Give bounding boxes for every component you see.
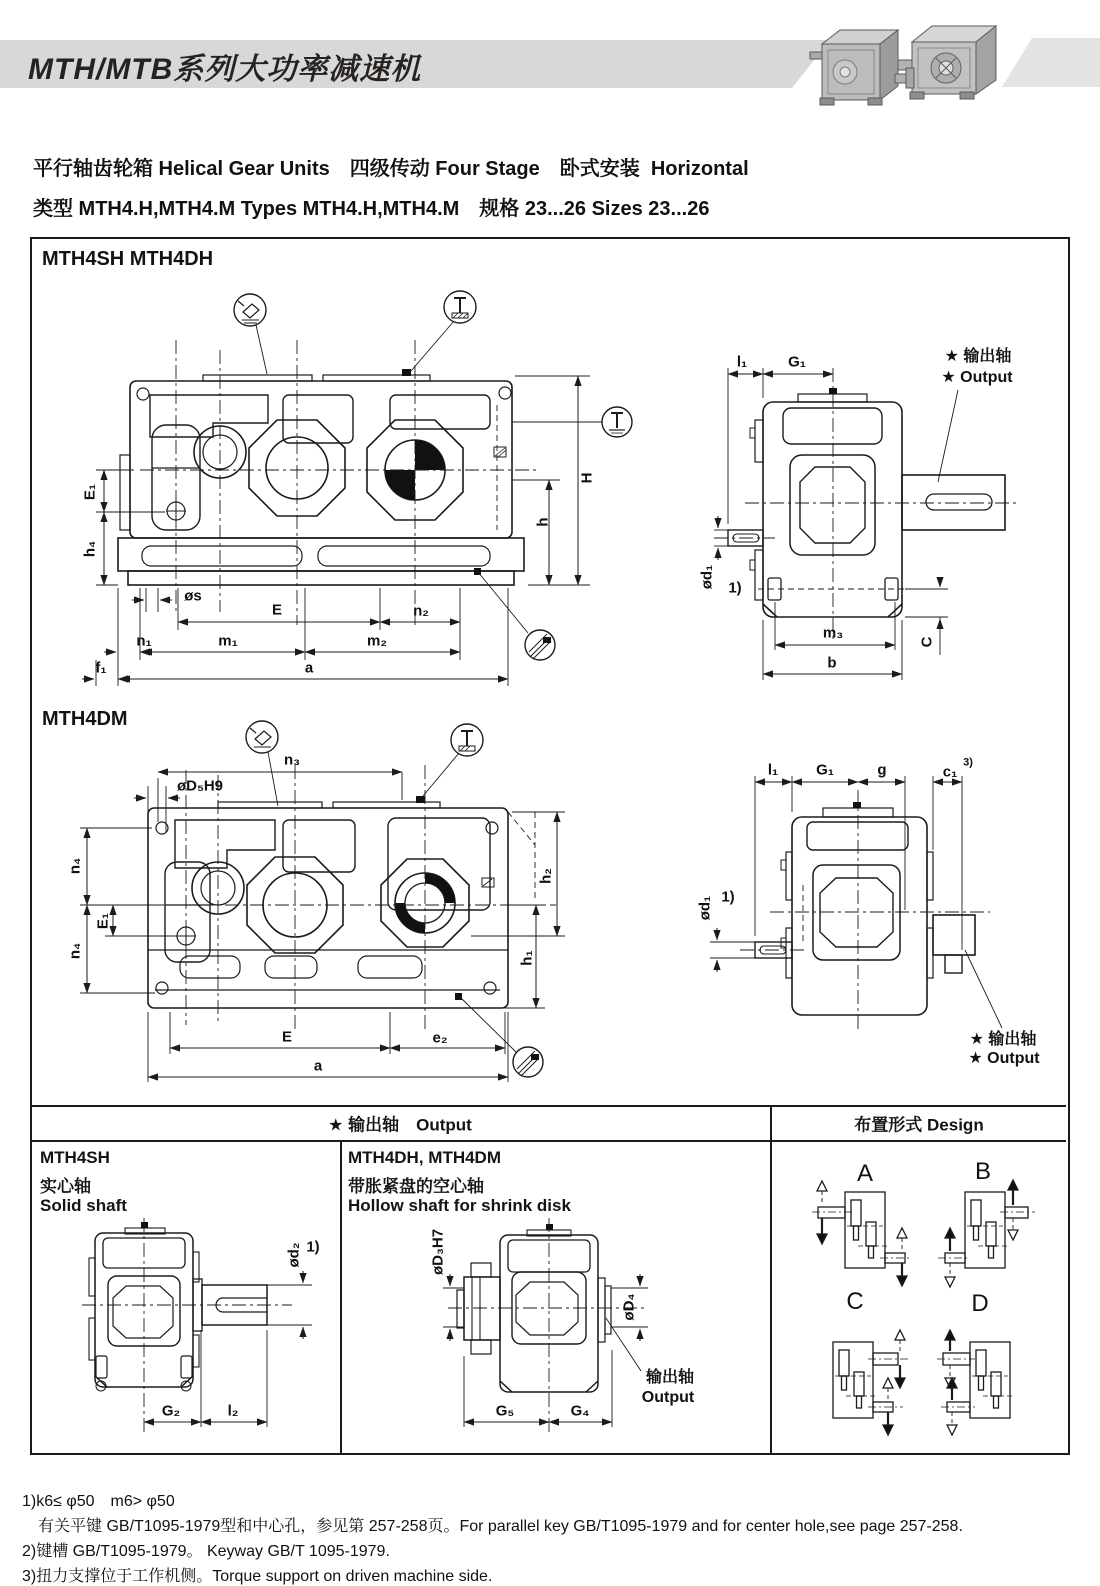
footnote-ref-1-solid: 1) (306, 1238, 320, 1256)
dim-f1: f₁ (95, 659, 107, 677)
dim-C: C (918, 636, 936, 648)
dim-n3: n₃ (283, 751, 301, 769)
dim-b: b (827, 654, 837, 672)
output-shaft-label-cn-v2: ★ 输出轴 (969, 1031, 1037, 1048)
dim-h1: h₁ (518, 950, 536, 966)
output-shaft-label-en-v1: ★ Output (941, 369, 1013, 386)
dim-phid1-v1: ød₁ (698, 564, 716, 590)
dim-h4: h₄ (81, 540, 99, 558)
view-label-mth4sh-mth4dh: MTH4SH MTH4DH (42, 248, 214, 270)
dim-H: H (578, 472, 596, 484)
hollow-shaft-en: Hollow shaft for shrink disk (348, 1196, 571, 1215)
decorative-parallelogram (1000, 38, 1100, 87)
dim-c1: c₁ (942, 763, 958, 781)
dim-G5: G₅ (495, 1402, 515, 1420)
dim-E1-v2: E₁ (94, 912, 112, 930)
output-label-en-hollow: Output (641, 1389, 695, 1406)
dim-l1-v2: l₁ (767, 761, 779, 779)
dim-G1-v2: G₁ (816, 761, 834, 779)
footnote-1b: 有关平键 GB/T1095-1979型和中心孔，参见第 257-258页。For parallel key GB/T1095-1979 and for center hole,see page 257-258. (22, 1518, 963, 1535)
dim-l1-v1: l₁ (736, 353, 748, 371)
dim-e2: e₂ (432, 1029, 448, 1047)
table-divider-design (770, 1105, 772, 1453)
subtitle-line2: 类型 MTH4.H,MTH4.M Types MTH4.H,MTH4.M 规格 23...26 Sizes 23...26 (33, 198, 710, 220)
output-section-header: ★ 输出轴 Output (328, 1115, 472, 1135)
output-shaft-label-en-v2: ★ Output (968, 1050, 1040, 1067)
dim-g: g (877, 761, 887, 779)
table-header-rule (32, 1140, 1066, 1142)
dim-D3H7: øD₃H7 (429, 1228, 447, 1276)
footnote-2: 2)键槽 GB/T1095-1979。 Keyway GB/T 1095-1979. (22, 1543, 390, 1560)
drawing-frame (30, 237, 1070, 1455)
solid-shaft-model: MTH4SH (40, 1148, 110, 1167)
dim-D4: øD₄ (620, 1293, 638, 1321)
dim-a: a (304, 659, 314, 677)
dim-h2: h₂ (537, 868, 555, 884)
table-divider-cells (340, 1140, 342, 1453)
footnote-1: 1)k6≤ φ50 m6> φ50 (22, 1493, 175, 1510)
dim-n4-upper: n₄ (66, 857, 84, 875)
solid-shaft-cn: 实心轴 (40, 1177, 91, 1196)
design-letter-a: A (856, 1160, 874, 1187)
output-label-cn-hollow: 输出轴 (645, 1369, 695, 1386)
dim-phid2: ød₂ (285, 1242, 303, 1268)
dim-m1: m₁ (218, 632, 238, 650)
dim-E1: E₁ (81, 483, 99, 501)
hollow-shaft-model: MTH4DH, MTH4DM (348, 1148, 501, 1167)
page-title: MTH/MTB系列大功率减速机 (28, 53, 422, 86)
design-letter-d: D (971, 1290, 989, 1317)
design-letter-c: C (846, 1288, 864, 1315)
dim-G2: G₂ (161, 1402, 181, 1420)
dim-phid1-v2: ød₁ (696, 895, 714, 921)
dim-m2: m₂ (366, 632, 388, 650)
dim-n4-lower: n₄ (66, 942, 84, 960)
dim-a-v2: a (313, 1057, 323, 1075)
design-letter-b: B (974, 1158, 992, 1185)
footnote-ref-1-v1: 1) (728, 579, 742, 597)
dim-E: E (271, 601, 283, 619)
dim-E-v2: E (281, 1028, 293, 1046)
footnote-ref-3: 3) (963, 756, 973, 769)
dim-G1-v1: G₁ (788, 353, 806, 371)
dim-n1: n₁ (136, 632, 152, 650)
dim-h: h (534, 517, 552, 527)
dim-n2: n₂ (413, 602, 429, 620)
dim-D5H9: øD₅H9 (176, 777, 224, 795)
hollow-shaft-cn: 带胀紧盘的空心轴 (348, 1177, 484, 1196)
output-shaft-label-cn-v1: ★ 输出轴 (944, 348, 1012, 365)
subtitle-line1: 平行轴齿轮箱 Helical Gear Units 四级传动 Four Stage 卧式安装 Horizontal (33, 158, 749, 180)
dim-G4: G₄ (570, 1402, 590, 1420)
footnote-3: 3)扭力支撑位于工作机侧。Torque support on driven machine side. (22, 1568, 493, 1585)
view-label-mth4dm: MTH4DM (42, 708, 128, 730)
dim-m3: m₃ (822, 624, 844, 642)
design-section-header: 布置形式 Design (854, 1115, 984, 1135)
dim-l2: l₂ (227, 1402, 239, 1420)
dim-phis: øs (184, 587, 202, 605)
table-top-rule (32, 1105, 1066, 1107)
solid-shaft-en: Solid shaft (40, 1196, 127, 1215)
footnote-ref-1-v2: 1) (721, 888, 735, 906)
